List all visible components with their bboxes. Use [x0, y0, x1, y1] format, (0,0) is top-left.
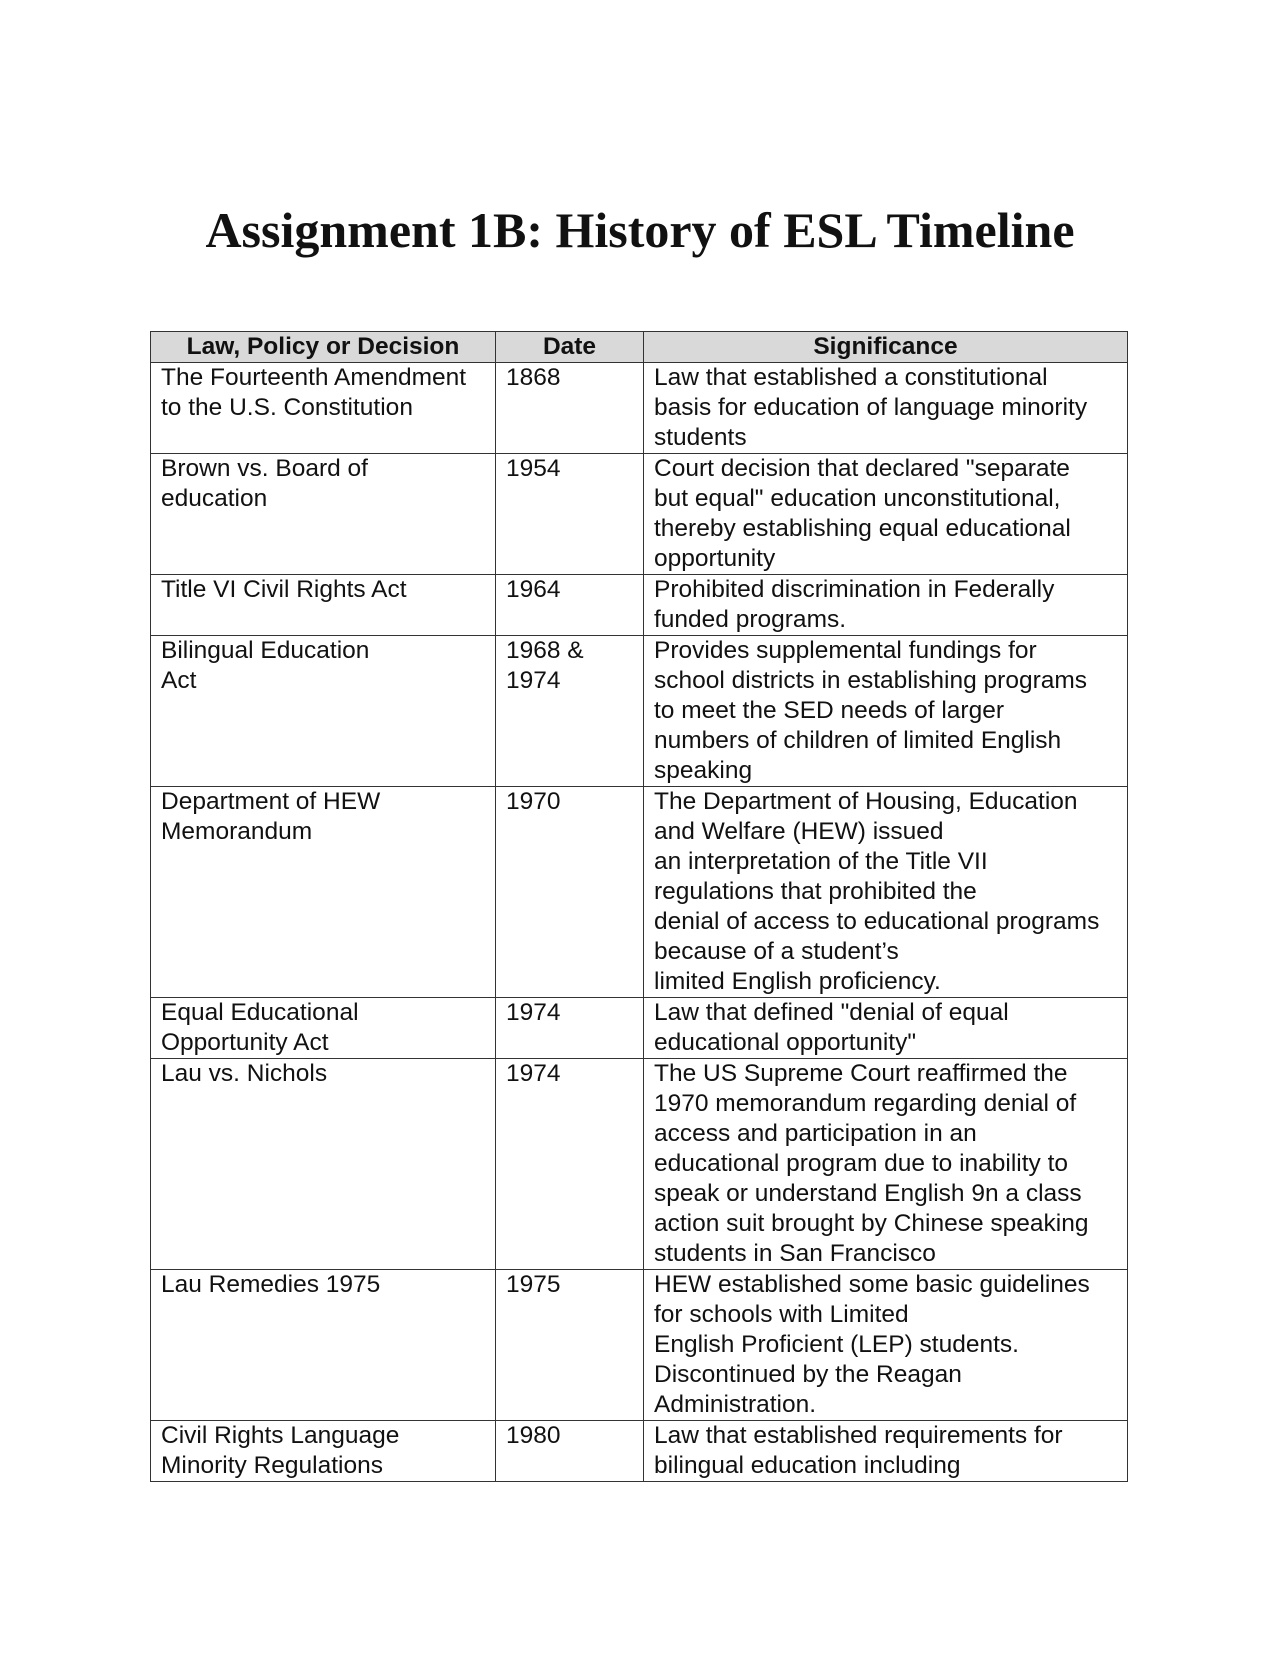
- significance-cell: [644, 575, 1128, 636]
- law-cell: [151, 1421, 496, 1482]
- date-text: 1980: [506, 1422, 561, 1449]
- law-cell: [151, 454, 496, 575]
- table-row: [151, 787, 1128, 998]
- table-row: [151, 1270, 1128, 1421]
- law-cell: [151, 363, 496, 454]
- table-row: [151, 575, 1128, 636]
- header-law-policy-decision: Law, Policy or Decision: [151, 332, 496, 363]
- law-cell: [151, 636, 496, 787]
- significance-text: Law that established a constitutional basis for education of language minority students: [654, 364, 1088, 451]
- table-row: [151, 998, 1128, 1059]
- date-cell: [496, 1270, 644, 1421]
- significance-text: Prohibited discrimination in Federally funded programs.: [654, 576, 1055, 633]
- date-cell: [496, 454, 644, 575]
- date-cell: [496, 575, 644, 636]
- date-text: 1868: [506, 364, 561, 391]
- significance-cell: [644, 1059, 1128, 1270]
- significance-text: Law that established requirements for bilingual education including: [654, 1422, 1063, 1479]
- date-text: 1975: [506, 1271, 561, 1298]
- date-text: 1954: [506, 455, 561, 482]
- law-text: The Fourteenth Amendment to the U.S. Constitution: [161, 364, 467, 421]
- significance-cell: [644, 1421, 1128, 1482]
- significance-cell: [644, 1270, 1128, 1421]
- significance-text: The US Supreme Court reaffirmed the 1970 memorandum regarding denial of access and participation in an educational program due to inability to speak or understand English 9n a class action suit brought by Chinese speaking students in San Francisco: [654, 1060, 1089, 1267]
- significance-text: The Department of Housing, Education and Welfare (HEW) issued an interpretation of the Title VII regulations that prohibited the denial of access to educational programs because of a student’s limited English proficiency.: [654, 788, 1100, 995]
- law-text: Brown vs. Board of education: [161, 455, 368, 512]
- law-text: Bilingual Education Act: [161, 637, 370, 694]
- significance-cell: [644, 787, 1128, 998]
- significance-text: Court decision that declared "separate but equal" education unconstitutional, thereby establishing equal educational opportunity: [654, 455, 1071, 572]
- significance-text: HEW established some basic guidelines for schools with Limited English Proficient (LEP) students. Discontinued by the Reagan Administration.: [654, 1271, 1090, 1418]
- date-text: 1974: [506, 1060, 561, 1087]
- date-cell: [496, 363, 644, 454]
- law-text: Lau Remedies 1975: [161, 1271, 381, 1298]
- law-cell: [151, 1059, 496, 1270]
- table-row: [151, 636, 1128, 787]
- law-cell: [151, 575, 496, 636]
- date-text: 1970: [506, 788, 561, 815]
- significance-cell: [644, 998, 1128, 1059]
- table-header-row: [151, 332, 1128, 363]
- law-text: Lau vs. Nichols: [161, 1060, 328, 1087]
- page-title: Assignment 1B: History of ESL Timeline: [205, 202, 1075, 258]
- significance-text: Provides supplemental fundings for school districts in establishing programs to meet the SED needs of larger numbers of children of limited English speaking: [654, 637, 1088, 784]
- law-text: Equal Educational Opportunity Act: [161, 999, 359, 1056]
- significance-cell: [644, 363, 1128, 454]
- law-cell: [151, 787, 496, 998]
- header-significance: Significance: [644, 332, 1128, 363]
- law-cell: [151, 1270, 496, 1421]
- law-text: Title VI Civil Rights Act: [161, 576, 407, 603]
- date-cell: [496, 636, 644, 787]
- date-text: 1964: [506, 576, 561, 603]
- significance-cell: [644, 636, 1128, 787]
- law-text: Department of HEW Memorandum: [161, 788, 381, 845]
- date-text: 1974: [506, 999, 561, 1026]
- law-cell: [151, 998, 496, 1059]
- date-cell: [496, 998, 644, 1059]
- date-text: 1968 & 1974: [506, 637, 584, 694]
- date-cell: [496, 1059, 644, 1270]
- significance-text: Law that defined "denial of equal educational opportunity": [654, 999, 1009, 1056]
- timeline-table: [150, 331, 1128, 1482]
- table-row: [151, 1059, 1128, 1270]
- law-text: Civil Rights Language Minority Regulations: [161, 1422, 400, 1479]
- date-cell: [496, 1421, 644, 1482]
- table-row: [151, 363, 1128, 454]
- table-row: [151, 454, 1128, 575]
- significance-cell: [644, 454, 1128, 575]
- date-cell: [496, 787, 644, 998]
- table-row: [151, 1421, 1128, 1482]
- header-date: Date: [496, 332, 644, 363]
